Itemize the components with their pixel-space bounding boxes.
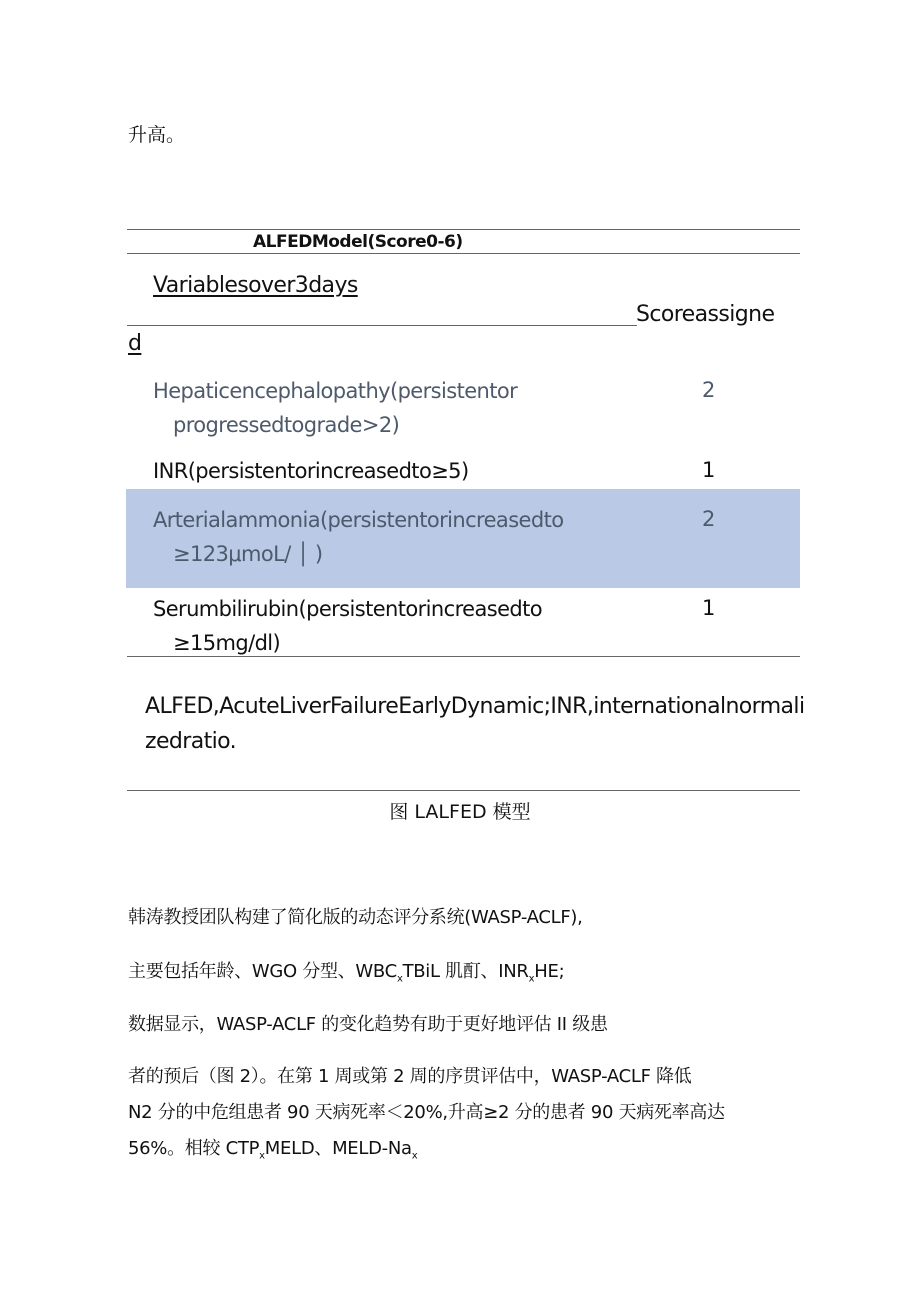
row-label-line1: Serumbilirubin(persistentorincreasedto xyxy=(153,597,542,621)
table-row-arterial-ammonia xyxy=(153,503,563,571)
table-row-inr xyxy=(153,454,469,488)
row-label-line2: progressedtograde>2) xyxy=(173,413,400,437)
row-score: 1 xyxy=(702,458,716,482)
paragraph-line: 韩涛教授团队构建了简化版的动态评分系统(WASP-ACLF), xyxy=(128,907,583,928)
header-rule xyxy=(127,325,637,326)
table-title: ALFEDModel(Score0-6) xyxy=(253,232,463,252)
paragraph-line: 56%。相较 $CTP_xMELD$、MELD-$Na_x$ xyxy=(128,1138,418,1162)
intro-text: 升高。 xyxy=(128,124,186,146)
paragraph-line: 者的预后（图 2）。在第 1 周或第 2 周的序贯评估中，WASP-ACLF 降低 xyxy=(128,1066,692,1087)
figure-caption: 图 LALFED 模型 xyxy=(389,801,531,823)
row-label-line1: Arterialammonia(persistentorincreasedto xyxy=(153,508,564,532)
table-top-rule xyxy=(127,229,800,230)
caption-rule xyxy=(127,790,800,791)
paragraph-line: N2 分的中危组患者 90 天病死率＜20%,升高≥2 分的患者 90 天病死率高达 xyxy=(128,1102,725,1123)
column-header-score-wrap: d xyxy=(128,331,142,356)
table-row-hepatic-encephalopathy xyxy=(153,374,517,442)
row-score: 2 xyxy=(702,507,716,531)
paragraph-line: 数据显示，WASP-ACLF 的变化趋势有助于更好地评估 II 级患 xyxy=(128,1014,608,1035)
row-label-line1: Hepaticencephalopathy(persistentor xyxy=(153,379,518,403)
row-score: 1 xyxy=(702,596,716,620)
table-row-serum-bilirubin xyxy=(153,592,542,660)
paragraph-line: 主要包括年龄、WGO 分型、$WBC_xTBiL$ 肌酊、$INR_xHE$; xyxy=(128,961,565,985)
table-footnote: ALFED,AcuteLiverFailureEarlyDynamic;INR,internationalnormalizedratio. xyxy=(145,694,805,754)
row-label-line1: INR(persistentorincreasedto≥5) xyxy=(153,459,469,483)
table-title-rule xyxy=(127,253,800,254)
row-label-line2: ≥123μmoL/ │ ) xyxy=(173,542,323,566)
column-header-score: Scoreassigne xyxy=(636,302,775,327)
table-bottom-rule xyxy=(127,656,800,657)
row-label-line2: ≥15mg/dl) xyxy=(173,631,281,655)
row-score: 2 xyxy=(702,378,716,402)
column-header-variables: Variablesover3days xyxy=(153,273,358,298)
